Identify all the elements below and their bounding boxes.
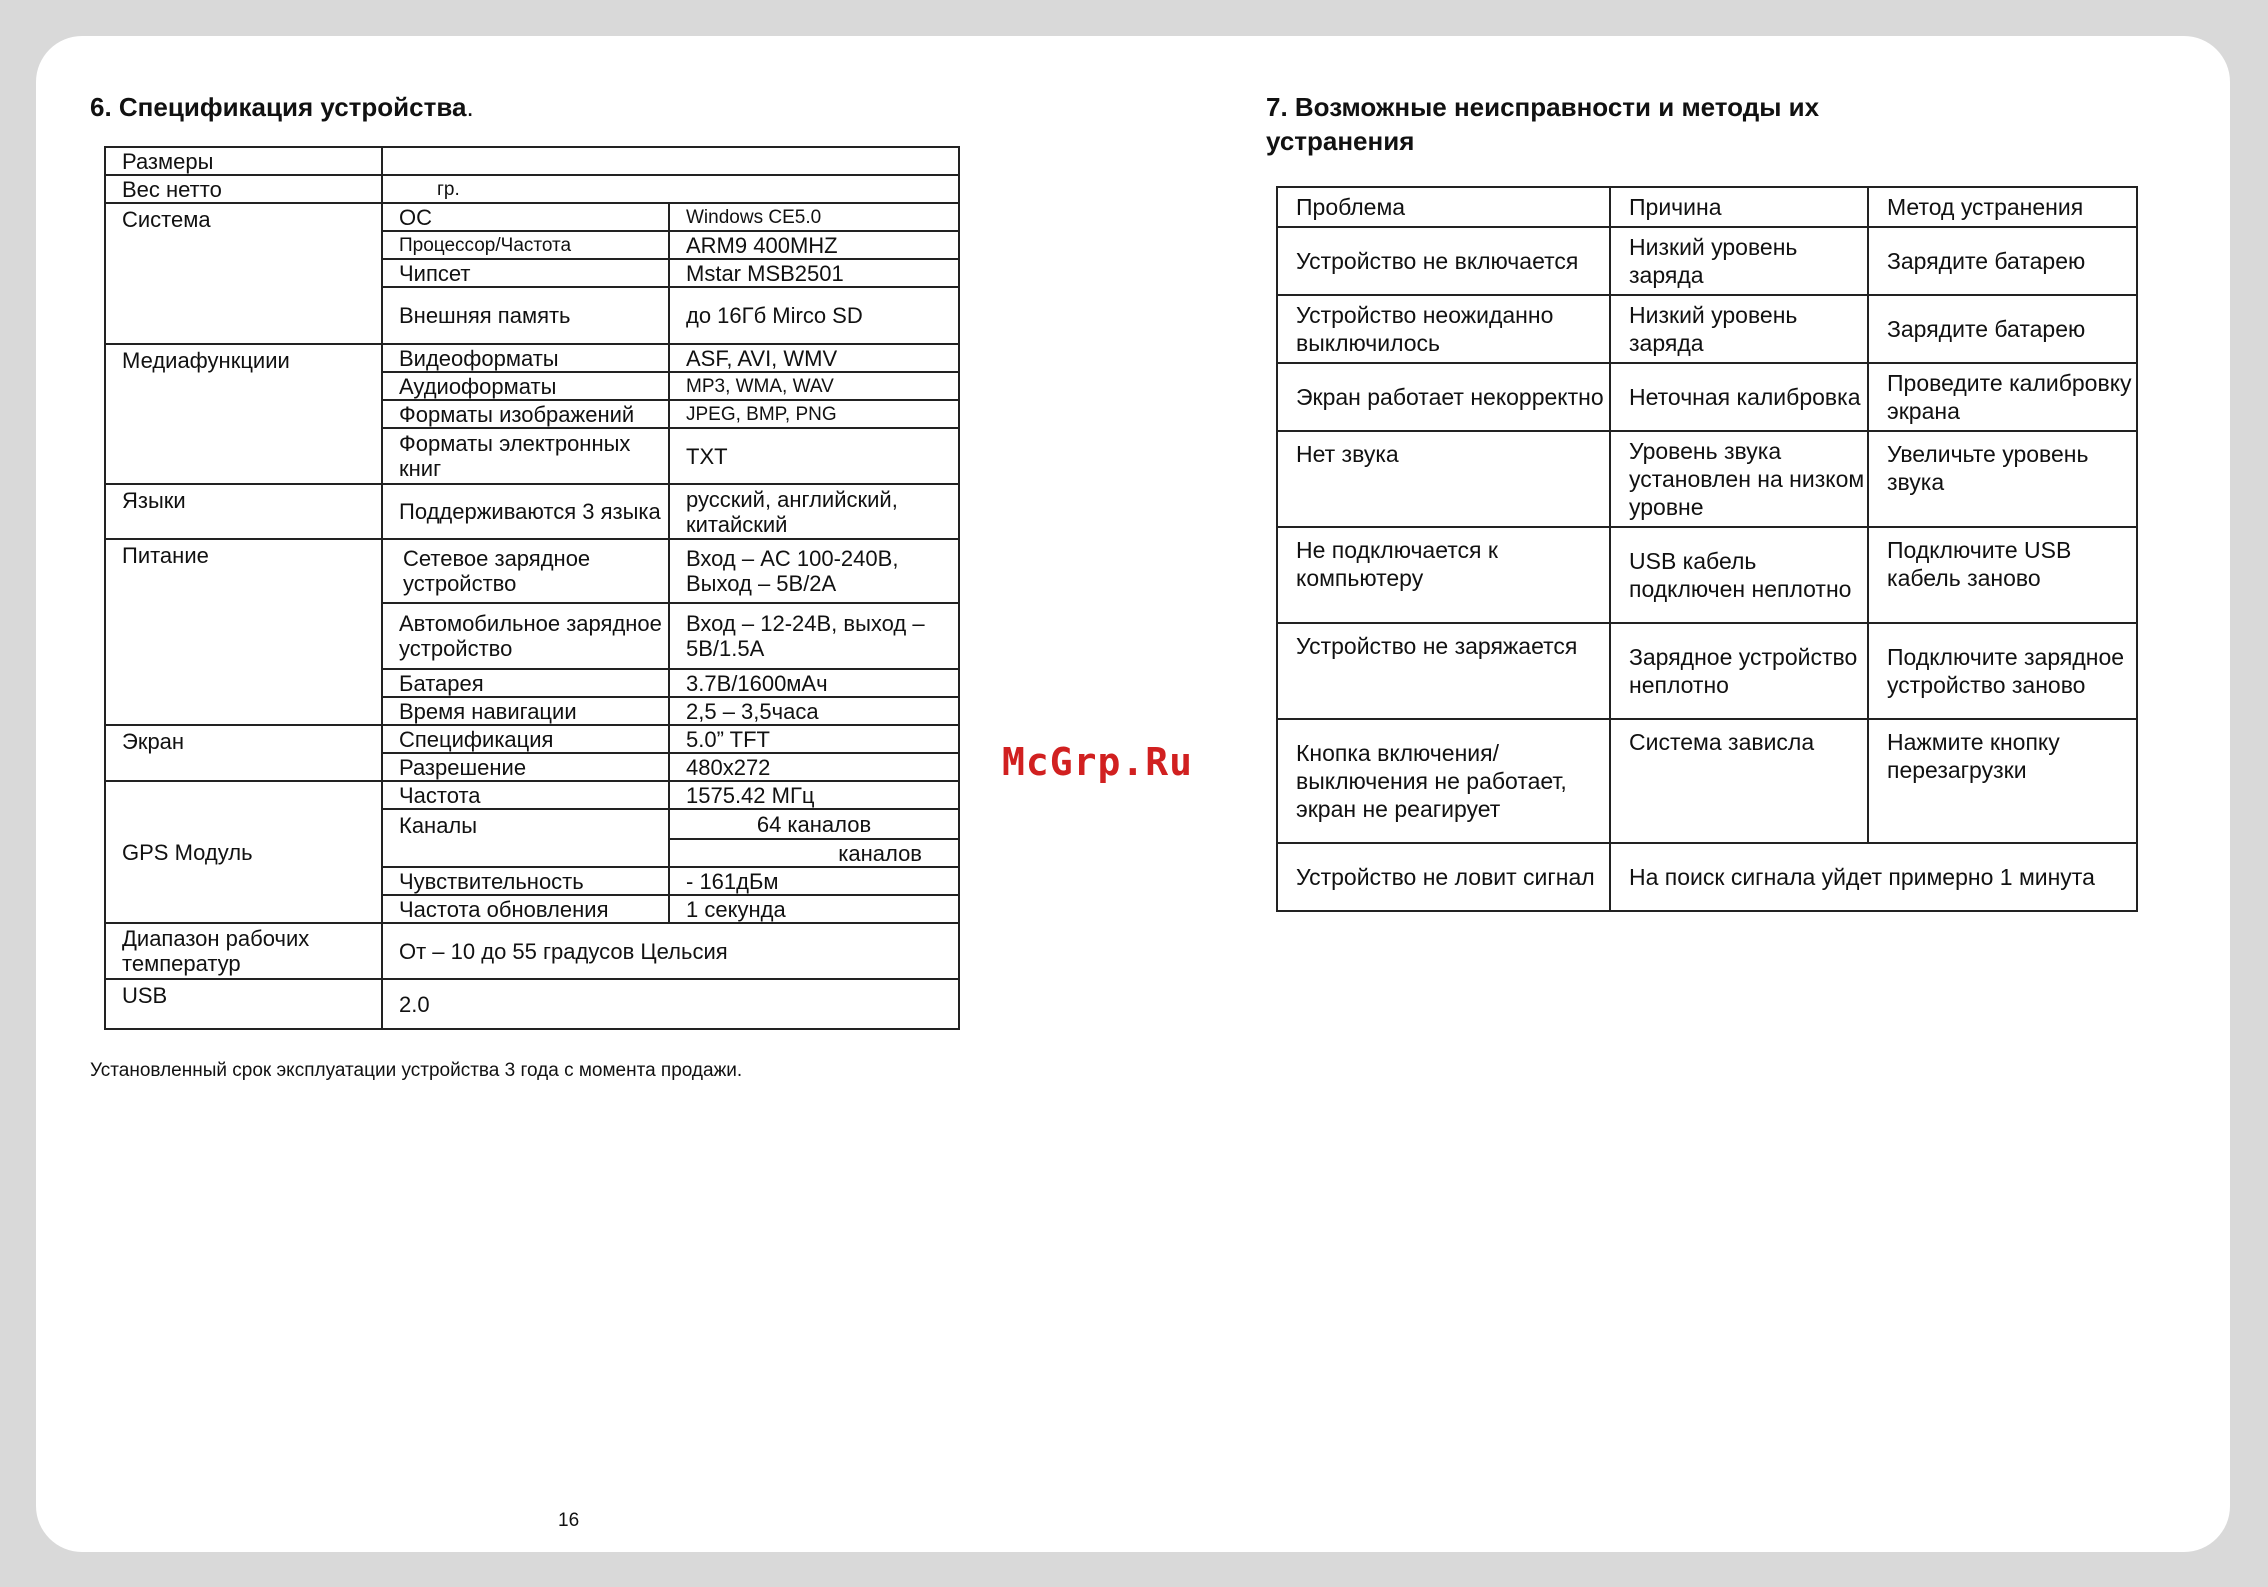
problem-cell: Экран работает некорректно [1277, 363, 1610, 431]
cause-cell: USB кабель подключен неплотно [1610, 527, 1868, 623]
spec-sublabel: Чипсет [382, 259, 669, 287]
cause-cell: Низкий уровень заряда [1610, 295, 1868, 363]
manual-page [36, 36, 2230, 1552]
spec-value: каналов [669, 839, 959, 867]
spec-label: USB [105, 979, 382, 1029]
spec-sublabel: ОС [382, 203, 669, 231]
spec-label: Медиафункциии [105, 344, 382, 484]
spec-sublabel: Частота обновления [382, 895, 669, 923]
table-row [105, 923, 959, 979]
table-row [105, 781, 959, 809]
problem-cell: Устройство неожиданно выключилось [1277, 295, 1610, 363]
spec-label: Языки [105, 484, 382, 539]
spec-value: 480x272 [669, 753, 959, 781]
solution-cell: Подключите зарядное устройство заново [1868, 623, 2137, 719]
spec-sublabel: Форматы изображений [382, 400, 669, 428]
spec-sublabel: Батарея [382, 669, 669, 697]
problem-cell: Не подключается к компьютеру [1277, 527, 1610, 623]
spec-value: до 16Гб Mirco SD [669, 287, 959, 344]
table-row [1277, 719, 2137, 843]
table-row [105, 484, 959, 539]
solution-cell: Зарядите батарею [1868, 227, 2137, 295]
spec-sublabel: Частота [382, 781, 669, 809]
problem-cell: Нет звука [1277, 431, 1610, 527]
spec-value: ASF, AVI, WMV [669, 344, 959, 372]
solution-cell: Увеличьте уровень звука [1868, 431, 2137, 527]
table-row [105, 175, 959, 203]
problem-cell: Устройство не ловит сигнал [1277, 843, 1610, 911]
spec-sublabel: Автомобильное зарядное устройство [382, 603, 669, 669]
table-header-row [1277, 187, 2137, 227]
spec-value: ARM9 400MHZ [669, 231, 959, 259]
problem-cell: Устройство не заряжается [1277, 623, 1610, 719]
spec-value [382, 147, 959, 175]
spec-table [104, 146, 960, 1030]
table-row [1277, 431, 2137, 527]
table-row [105, 203, 959, 231]
spec-sublabel: Видеоформаты [382, 344, 669, 372]
cause-cell: Неточная калибровка [1610, 363, 1868, 431]
table-row [1277, 623, 2137, 719]
spec-sublabel: Внешняя память [382, 287, 669, 344]
cause-cell: Низкий уровень заряда [1610, 227, 1868, 295]
table-row [105, 539, 959, 603]
table-row [1277, 363, 2137, 431]
spec-label: Экран [105, 725, 382, 781]
spec-sublabel: Процессор/Частота [382, 231, 669, 259]
spec-sublabel: Поддерживаются 3 языка [382, 484, 669, 539]
spec-value: 1575.42 МГц [669, 781, 959, 809]
solution-cell: Подключите USB кабель заново [1868, 527, 2137, 623]
spec-sublabel: Сетевое зарядное устройство [382, 539, 669, 603]
spec-value: 3.7В/1600мАч [669, 669, 959, 697]
spec-sublabel: Форматы электронных книг [382, 428, 669, 484]
spec-sublabel: Каналы [382, 809, 669, 867]
table-row [105, 979, 959, 1029]
spec-value: Вход – AC 100-240В, Выход – 5В/2А [669, 539, 959, 603]
spec-sublabel: Чувствительность [382, 867, 669, 895]
table-row [105, 147, 959, 175]
spec-label: Диапазон рабочих температур [105, 923, 382, 979]
troubleshooting-title: 7. Возможные неисправности и методы их устранения [1266, 92, 1820, 156]
table-row [105, 344, 959, 372]
spec-label: Вес нетто [105, 175, 382, 203]
spec-sublabel: Аудиоформаты [382, 372, 669, 400]
spec-value: 64 каналов [669, 809, 959, 839]
problem-cell: Устройство не включается [1277, 227, 1610, 295]
spec-sublabel: Спецификация [382, 725, 669, 753]
solution-cell: Проведите калибровку экрана [1868, 363, 2137, 431]
spec-value: гр. [382, 175, 959, 203]
spec-value: JPEG, BMP, PNG [669, 400, 959, 428]
column-header: Причина [1610, 187, 1868, 227]
spec-value: 2,5 – 3,5часа [669, 697, 959, 725]
troubleshooting-table [1276, 186, 2138, 912]
table-row [1277, 227, 2137, 295]
table-row [105, 725, 959, 753]
spec-value: Mstar MSB2501 [669, 259, 959, 287]
spec-value: 5.0” TFT [669, 725, 959, 753]
cause-cell: На поиск сигнала уйдет примерно 1 минута [1610, 843, 2137, 911]
column-header: Метод устранения [1868, 187, 2137, 227]
problem-cell: Кнопка включения/выключения не работает, экран не реагирует [1277, 719, 1610, 843]
table-row [1277, 527, 2137, 623]
spec-label: GPS Модуль [105, 781, 382, 923]
spec-value: Вход – 12-24В, выход – 5В/1.5А [669, 603, 959, 669]
column-header: Проблема [1277, 187, 1610, 227]
spec-value: русский, английский, китайский [669, 484, 959, 539]
spec-value: - 161дБм [669, 867, 959, 895]
spec-sublabel: Разрешение [382, 753, 669, 781]
spec-label: Размеры [105, 147, 382, 175]
page-number: 16 [558, 1510, 580, 1531]
table-row [1277, 843, 2137, 911]
cause-cell: Система зависла [1610, 719, 1868, 843]
spec-title: 6. Спецификация устройства. [90, 92, 474, 122]
spec-value: Windows CE5.0 [669, 203, 959, 231]
spec-value: MP3, WMA, WAV [669, 372, 959, 400]
spec-sublabel: Время навигации [382, 697, 669, 725]
service-life-note: Установленный срок эксплуатации устройства 3 года с момента продажи. [90, 1060, 743, 1081]
spec-value: 1 секунда [669, 895, 959, 923]
spec-value: 2.0 [382, 979, 959, 1029]
spec-value: TXT [669, 428, 959, 484]
spec-value: От – 10 до 55 градусов Цельсия [382, 923, 959, 979]
solution-cell: Зарядите батарею [1868, 295, 2137, 363]
spec-label: Система [105, 203, 382, 344]
table-row [1277, 295, 2137, 363]
solution-cell: Нажмите кнопку перезагрузки [1868, 719, 2137, 843]
watermark: McGrp.Ru [1002, 740, 1194, 784]
cause-cell: Зарядное устройство неплотно [1610, 623, 1868, 719]
cause-cell: Уровень звука установлен на низком уровне [1610, 431, 1868, 527]
spec-label: Питание [105, 539, 382, 725]
